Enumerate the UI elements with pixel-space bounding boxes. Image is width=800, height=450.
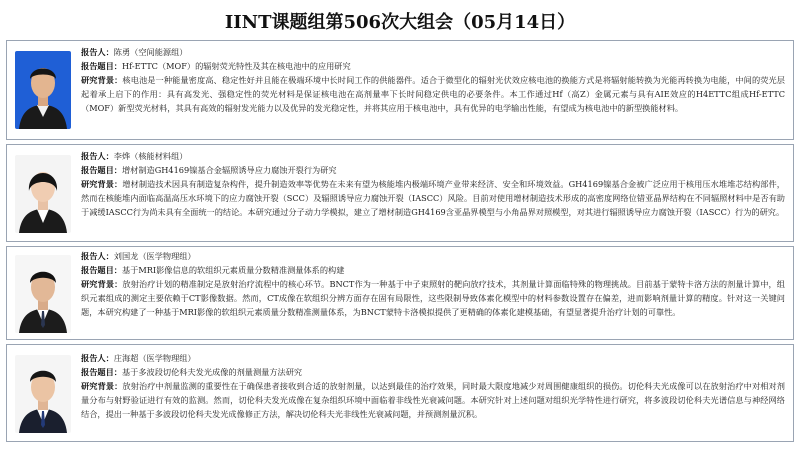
topic-text: 基于多波段切伦科夫发光成像的剂量测量方法研究 — [121, 367, 303, 377]
background-label: 研究背景： — [81, 179, 123, 189]
topic-text: Hf-ETTC（MOF）的辐射荧光特性及其在核电池中的应用研究 — [121, 61, 351, 71]
reporter-label: 报告人： — [81, 353, 114, 363]
page-title: IINT课题组第506次大组会（05月14日） — [224, 12, 576, 33]
background-paragraph — [81, 379, 785, 421]
portrait-photo-icon — [15, 355, 71, 433]
reporter-label: 报告人： — [81, 251, 114, 261]
reporter-name: 刘国龙（医学物理组） — [113, 251, 196, 261]
portrait-photo-icon — [15, 255, 71, 333]
portrait-photo-icon — [15, 51, 71, 129]
topic-row — [81, 163, 785, 177]
reporter-name: 陈勇（空间能源组） — [113, 47, 188, 57]
reporter-row — [81, 149, 785, 163]
report-card — [6, 144, 794, 242]
portrait-photo-icon — [15, 155, 71, 233]
background-text: 放射治疗计划的精准制定是放射治疗流程中的核心环节。BNCT作为一种基于中子束照射的靶向放疗技术，其剂量计算面临特殊的物理挑战。目前基于蒙特卡洛方法的剂量计算中，组织元素组成的测定主要依赖于CT影像数据。然而，CT成像在软组织分辨方面存在固有局限性，这些限制导致体素化模型中的材料参数设置存在偏差，进而影响剂量计算的精度。针对这一关键问题，本研究构建了一种基于MRI影像的软组织元素质量分数精准测量体系，为BNCT蒙特卡洛模拟提供了更精确的体素化建模基础，有望显著提升治疗计划的可靠性。 — [81, 279, 785, 317]
topic-text: 基于MRI影像信息的软组织元素质量分数精准测量体系的构建 — [121, 265, 345, 275]
topic-row — [81, 263, 785, 277]
avatar — [15, 355, 71, 433]
background-label: 研究背景： — [81, 75, 123, 85]
reporter-row — [81, 45, 785, 59]
topic-label: 报告题目： — [81, 367, 122, 377]
reporter-label: 报告人： — [81, 151, 114, 161]
reporter-row — [81, 249, 785, 263]
topic-label: 报告题目： — [81, 61, 122, 71]
report-card — [6, 40, 794, 140]
avatar — [15, 51, 71, 129]
topic-label: 报告题目： — [81, 165, 122, 175]
report-card — [6, 344, 794, 442]
background-text: 核电池是一种能量密度高、稳定性好并且能在极端环境中长时间工作的供能器件。适合于微型化的辐射光伏效应核电池的换能方式是将辐射能转换为光能再转换为电能，中间的荧光层起着承上启下的作用：具有高发光、强稳定性的荧光材料是保证核电池在高剂量率下长时间稳定供电的必要条件。本工作通过Hf（高Z）金属元素与具有AIE效应的H4ETTC组成Hf-ETTC（MOF）新型荧光材料，其具有高效的辐射发光能力以及优异的发光稳定性，并将其应用于核电池中，具有优异的电学输出性能，有望成为核电池中的新型换能材料。 — [81, 75, 785, 113]
topic-text: 增材制造GH4169镍基合金辐照诱导应力腐蚀开裂行为研究 — [121, 165, 337, 175]
topic-label: 报告题目： — [81, 265, 122, 275]
report-card — [6, 246, 794, 340]
background-paragraph — [81, 277, 785, 319]
background-text: 放射治疗中剂量监测的重要性在于确保患者接收到合适的放射剂量，以达到最佳的治疗效果，同时最大限度地减少对周围健康组织的损伤。切伦科夫光成像可以在放射治疗中对相对剂量分布与射野验证进行有效的监测。然而，切伦科夫发光成像在复杂组织环境中面临着非线性光衰减问题。本研究针对上述问题对组织光学特性进行研究，将多波段切伦科夫光谱信息与神经网络结合，提出一种基于多波段切伦科夫发光成像修正方法，解决切伦科夫光非线性光衰减问题，并预测剂量沉积。 — [81, 381, 785, 419]
background-paragraph — [81, 73, 785, 115]
background-text: 增材制造技术因具有制造复杂构件，提升制造效率等优势在未来有望为核能堆内极端环境产业带来经济、安全和环境效益。GH4169镍基合金被广泛应用于核用压水堆堆芯结构部件，然而在核能堆内面临高温高压水环境下的应力腐蚀开裂（SCC）及辐照诱导应力腐蚀开裂（IASCC）风险。目前对使用增材制造技术形成的高密度网络位错亚晶界结构在不同辐照材料中是否有助于减缓IASCC行为尚未具有全面统一的结论。本研究通过分子动力学模拟，建立了增材制造GH4169含亚晶界模型与小角晶界对照模型，对其进行辐照诱导应力腐蚀开裂（IASCC）行为的研究。 — [81, 179, 785, 217]
reporter-name: 庄海超（医学物理组） — [113, 353, 196, 363]
avatar — [15, 255, 71, 333]
background-label: 研究背景： — [81, 279, 123, 289]
background-paragraph — [81, 177, 785, 219]
avatar — [15, 155, 71, 233]
background-label: 研究背景： — [81, 381, 123, 391]
reporter-label: 报告人： — [81, 47, 114, 57]
topic-row — [81, 59, 785, 73]
topic-row — [81, 365, 785, 379]
reporter-row — [81, 351, 785, 365]
reporter-name: 李烨（核能材料组） — [113, 151, 188, 161]
